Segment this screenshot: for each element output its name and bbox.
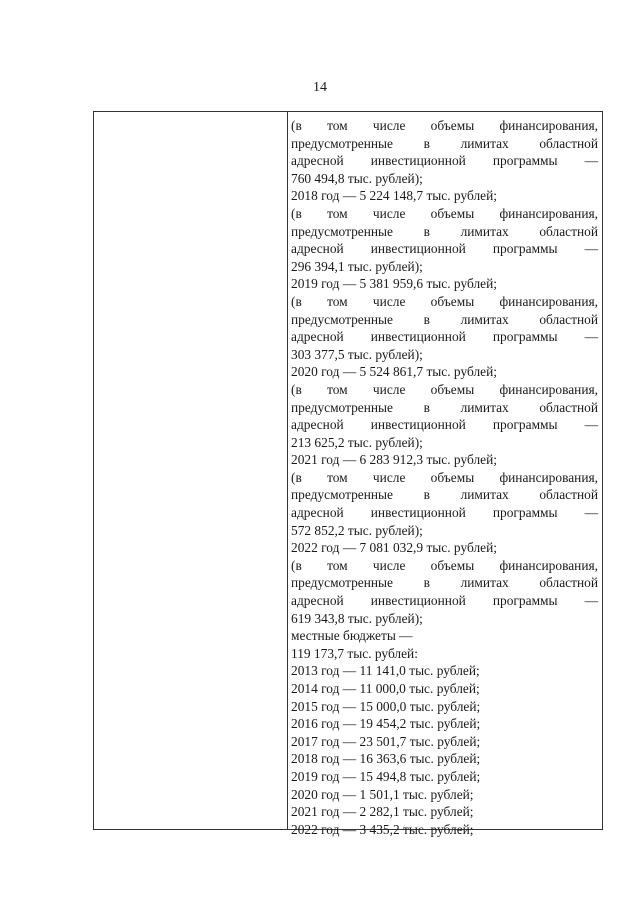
word: инвестиционной — [370, 593, 466, 609]
word: инвестиционной — [370, 241, 466, 257]
word: финансирования, — [499, 469, 598, 485]
word: лимитах — [460, 223, 509, 239]
word: в — [423, 311, 430, 327]
note-line-1 — [291, 557, 598, 575]
word: программы — [492, 417, 558, 433]
word: областной — [539, 575, 598, 591]
note-line-3 — [291, 328, 598, 346]
word: адресной — [291, 417, 344, 433]
note-line-3 — [291, 416, 598, 434]
word: (в — [291, 469, 302, 485]
year-amount-line: 2020 год — 5 524 861,7 тыс. рублей; — [291, 364, 497, 380]
local-budget-year-line: 2016 год — 19 454,2 тыс. рублей; — [291, 716, 481, 732]
page-number: 14 — [313, 80, 327, 95]
word: адресной — [291, 505, 344, 521]
word: областной — [539, 311, 598, 327]
year-amount-line: 2022 год — 7 081 032,9 тыс. рублей; — [291, 540, 497, 556]
word: — — [584, 505, 598, 521]
note-amount-line: 303 377,5 тыс. рублей); — [291, 346, 423, 362]
word: (в — [291, 293, 302, 309]
note-line-2 — [291, 399, 598, 417]
note-line-2 — [291, 135, 598, 153]
local-budgets-label: местные бюджеты — — [291, 628, 413, 644]
word: том — [327, 293, 348, 309]
word: инвестиционной — [370, 153, 466, 169]
word: том — [327, 469, 348, 485]
word: объемы — [430, 205, 475, 221]
word: областной — [539, 135, 598, 151]
note-amount-line: 296 394,1 тыс. рублей); — [291, 258, 423, 274]
word: финансирования, — [499, 381, 598, 397]
word: числе — [372, 557, 406, 573]
word: числе — [372, 469, 406, 485]
local-budget-year-line: 2017 год — 23 501,7 тыс. рублей; — [291, 733, 481, 749]
note-line-2 — [291, 311, 598, 329]
word: (в — [291, 381, 302, 397]
note-line-2 — [291, 223, 598, 241]
note-line-1 — [291, 469, 598, 487]
note-amount-line: 760 494,8 тыс. рублей); — [291, 170, 423, 186]
word: (в — [291, 205, 302, 221]
note-line-1 — [291, 293, 598, 311]
word: адресной — [291, 329, 344, 345]
word: областной — [539, 487, 598, 503]
note-amount-line: 572 852,2 тыс. рублей); — [291, 522, 423, 538]
word: предусмотренные — [291, 575, 393, 591]
note-amount-line: 619 343,8 тыс. рублей); — [291, 610, 423, 626]
word: том — [327, 118, 348, 133]
word: программы — [492, 153, 558, 169]
column-divider — [287, 112, 288, 829]
word: — — [584, 329, 598, 345]
word: числе — [372, 293, 406, 309]
local-budgets-total: 119 173,7 тыс. рублей: — [291, 645, 418, 661]
word: инвестиционной — [370, 505, 466, 521]
word: адресной — [291, 153, 344, 169]
local-budget-year-line: 2014 год — 11 000,0 тыс. рублей; — [291, 681, 480, 696]
word: финансирования, — [499, 293, 598, 309]
local-budget-year-line: 2020 год — 1 501,1 тыс. рублей; — [291, 786, 474, 802]
note-line-2 — [291, 574, 598, 592]
local-budget-year-line: 2018 год — 16 363,6 тыс. рублей; — [291, 751, 481, 767]
word: предусмотренные — [291, 311, 393, 327]
word: числе — [372, 118, 406, 133]
year-amount-line: 2019 год — 5 381 959,6 тыс. рублей; — [291, 276, 497, 292]
word: объемы — [430, 293, 475, 309]
word: — — [584, 241, 598, 257]
word: областной — [539, 399, 598, 415]
note-line-3 — [291, 504, 598, 522]
word: финансирования, — [499, 118, 598, 133]
note-line-3 — [291, 240, 598, 258]
word: в — [423, 223, 430, 239]
word: объемы — [430, 118, 475, 133]
word: числе — [372, 205, 406, 221]
word: инвестиционной — [370, 417, 466, 433]
local-budget-year-line: 2013 год — 11 141,0 тыс. рублей; — [291, 663, 480, 679]
funding-text-cell — [291, 117, 598, 838]
word: — — [584, 417, 598, 433]
year-amount-line: 2021 год — 6 283 912,3 тыс. рублей; — [291, 452, 497, 468]
word: программы — [492, 241, 558, 257]
word: объемы — [430, 381, 475, 397]
year-amount-line: 2018 год — 5 224 148,7 тыс. рублей; — [291, 188, 497, 204]
word: том — [327, 381, 348, 397]
word: лимитах — [460, 399, 509, 415]
local-budget-year-line: 2021 год — 2 282,1 тыс. рублей; — [291, 804, 474, 820]
word: — — [584, 593, 598, 609]
word: том — [327, 205, 348, 221]
word: финансирования, — [499, 205, 598, 221]
word: адресной — [291, 241, 344, 257]
note-line-3 — [291, 152, 598, 170]
note-amount-line: 213 625,2 тыс. рублей); — [291, 434, 423, 450]
word: в — [423, 399, 430, 415]
word: в — [423, 135, 430, 151]
word: предусмотренные — [291, 223, 393, 239]
word: объемы — [430, 557, 475, 573]
word: в — [423, 487, 430, 503]
word: областной — [539, 223, 598, 239]
local-budget-year-line: 2022 год — 3 435,2 тыс. рублей; — [291, 821, 474, 837]
word: лимитах — [460, 487, 509, 503]
word: предусмотренные — [291, 135, 393, 151]
word: лимитах — [460, 311, 509, 327]
word: программы — [492, 505, 558, 521]
word: в — [423, 575, 430, 591]
note-line-1 — [291, 117, 598, 135]
word: лимитах — [460, 575, 509, 591]
word: программы — [492, 329, 558, 345]
word: адресной — [291, 593, 344, 609]
word: предусмотренные — [291, 399, 393, 415]
note-line-1 — [291, 381, 598, 399]
word: (в — [291, 118, 302, 133]
local-budget-year-line: 2019 год — 15 494,8 тыс. рублей; — [291, 768, 481, 784]
word: лимитах — [460, 135, 509, 151]
word: — — [584, 153, 598, 169]
word: числе — [372, 381, 406, 397]
word: программы — [492, 593, 558, 609]
note-line-2 — [291, 486, 598, 504]
word: том — [327, 557, 348, 573]
word: финансирования, — [499, 557, 598, 573]
note-line-1 — [291, 205, 598, 223]
word: (в — [291, 557, 302, 573]
local-budget-year-line: 2015 год — 15 000,0 тыс. рублей; — [291, 698, 481, 714]
word: предусмотренные — [291, 487, 393, 503]
word: объемы — [430, 469, 475, 485]
note-line-3 — [291, 592, 598, 610]
word: инвестиционной — [370, 329, 466, 345]
funding-table — [93, 111, 603, 837]
